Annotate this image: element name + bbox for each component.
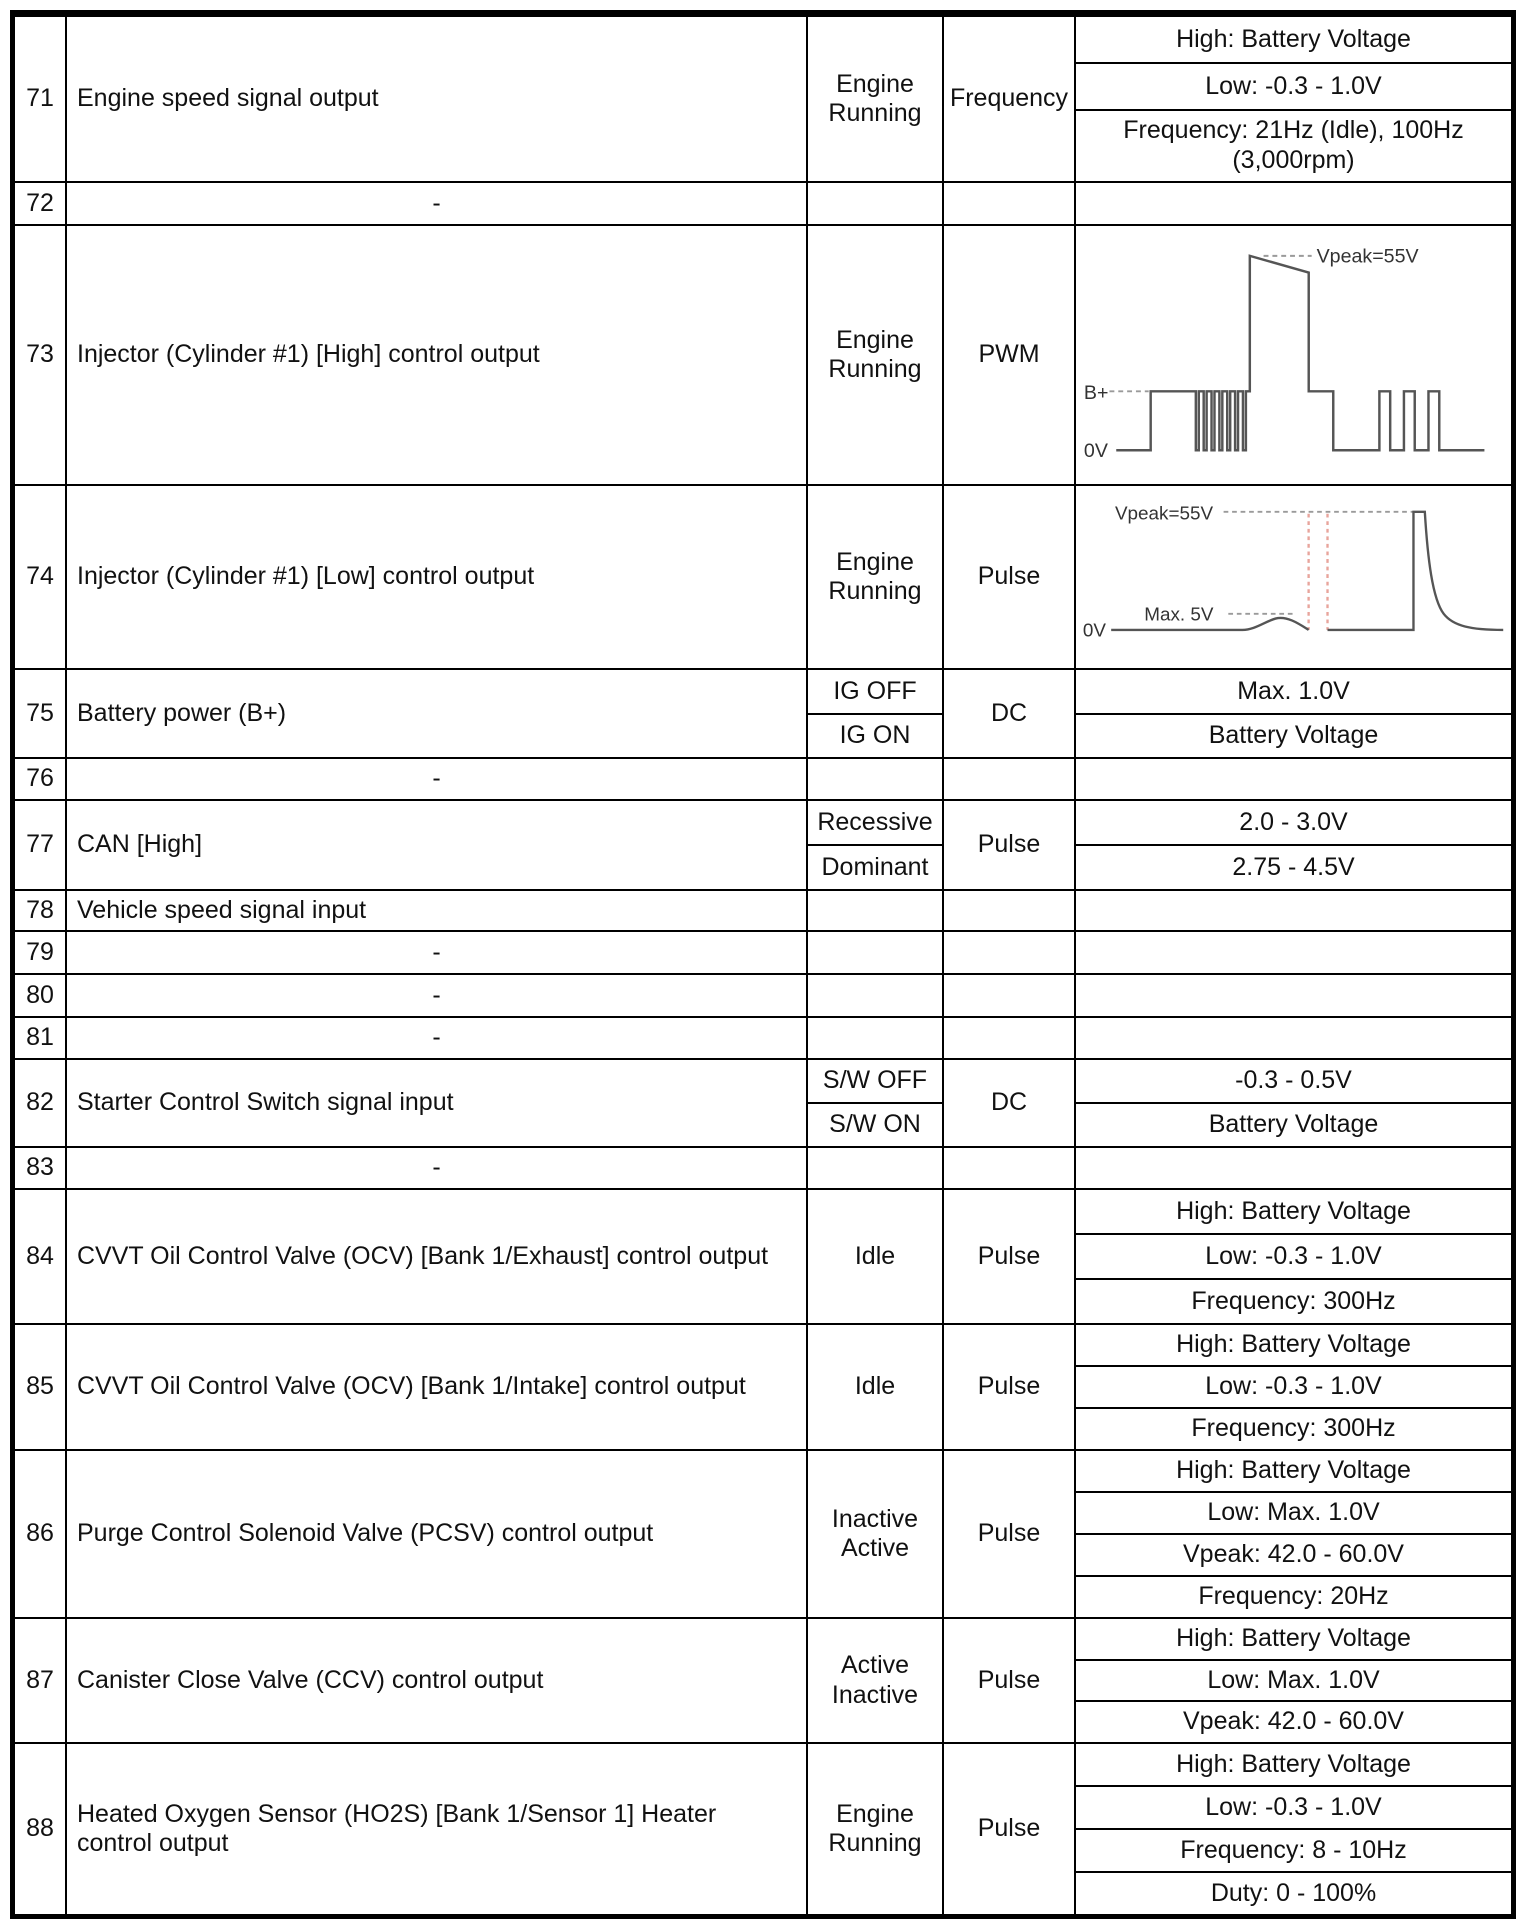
- spec-cell: [1074, 1325, 1511, 1449]
- condition-cell: [806, 1619, 942, 1742]
- spec-cell: [1074, 932, 1511, 973]
- spec-cell: [1074, 183, 1511, 224]
- signal-description: -: [65, 1018, 806, 1058]
- signal-description: Battery power (B+): [65, 670, 806, 757]
- signal-description: Injector (Cylinder #1) [High] control output: [65, 226, 806, 484]
- spec-value: Duty: 0 - 100%: [1076, 1871, 1511, 1914]
- condition-value: IG ON: [808, 713, 942, 758]
- test-type-cell: [942, 932, 1074, 973]
- spec-cell: [1074, 1451, 1511, 1617]
- condition-cell: [806, 932, 942, 973]
- waveform-label-zero: 0V: [1082, 620, 1106, 642]
- table-row: [15, 1058, 1511, 1146]
- spec-cell: [1074, 1744, 1511, 1914]
- pin-number: 83: [26, 1153, 54, 1182]
- table-row: [15, 668, 1511, 757]
- spec-value: Low: -0.3 - 1.0V: [1076, 1233, 1511, 1278]
- test-type-cell: Pulse: [942, 1619, 1074, 1742]
- table-row: [15, 1146, 1511, 1188]
- condition-cell: [806, 17, 942, 181]
- condition-value: S/W ON: [808, 1102, 942, 1146]
- pin-number: 78: [26, 895, 54, 924]
- signal-description: -: [65, 975, 806, 1016]
- signal-description: -: [65, 932, 806, 973]
- pin-number: 88: [26, 1814, 54, 1843]
- condition-line: Engine: [836, 1799, 914, 1828]
- condition-line: Idle: [854, 1372, 896, 1401]
- signal-description: -: [65, 1148, 806, 1188]
- condition-cell: [806, 1190, 942, 1323]
- condition-line: Running: [828, 355, 922, 383]
- spec-cell: [1074, 1190, 1511, 1323]
- spec-cell: [1074, 670, 1511, 757]
- spec-cell: [1074, 17, 1511, 181]
- waveform-label-max5v: Max. 5V: [1144, 604, 1214, 626]
- condition-cell: [806, 1325, 942, 1449]
- spec-value: Low: -0.3 - 1.0V: [1076, 62, 1511, 109]
- condition-cell: [806, 670, 942, 757]
- spec-value: -0.3 - 0.5V: [1235, 1066, 1352, 1095]
- spec-cell: [1074, 759, 1511, 799]
- signal-description: Vehicle speed signal input: [65, 891, 806, 930]
- test-type-cell: [942, 1148, 1074, 1188]
- test-type-cell: [942, 975, 1074, 1016]
- table-row: [15, 1016, 1511, 1058]
- table-row: [15, 17, 1511, 181]
- spec-value: High: Battery Voltage: [1176, 1330, 1411, 1359]
- signal-description: Engine speed signal output: [65, 17, 806, 181]
- test-type-cell: Frequency: [942, 17, 1074, 181]
- condition-line: Active: [840, 1534, 910, 1562]
- spec-value: High: Battery Voltage: [1176, 24, 1411, 53]
- spec-value: Low: Max. 1.0V: [1076, 1491, 1511, 1533]
- condition-line: Idle: [854, 1241, 896, 1270]
- pin-number: 85: [26, 1372, 54, 1401]
- spec-value: Low: -0.3 - 1.0V: [1076, 1365, 1511, 1407]
- signal-description: CAN [High]: [65, 801, 806, 889]
- condition-cell: [806, 486, 942, 668]
- test-type-cell: Pulse: [942, 486, 1074, 668]
- pin-number: 72: [26, 188, 54, 217]
- pin-number: 87: [26, 1665, 54, 1694]
- condition-cell: [806, 1451, 942, 1617]
- condition-value: S/W OFF: [822, 1066, 928, 1095]
- spec-value: Vpeak: 42.0 - 60.0V: [1076, 1533, 1511, 1575]
- test-type-cell: Pulse: [942, 1451, 1074, 1617]
- condition-cell: [806, 1148, 942, 1188]
- condition-cell: [806, 1060, 942, 1146]
- spec-value: Frequency: 21Hz (Idle), 100Hz (3,000rpm): [1076, 109, 1511, 181]
- test-type-cell: [942, 1018, 1074, 1058]
- spec-value: Frequency: 8 - 10Hz: [1076, 1828, 1511, 1871]
- signal-description: -: [65, 759, 806, 799]
- table-row: [15, 757, 1511, 799]
- spec-value: Frequency: 300Hz: [1076, 1407, 1511, 1449]
- pin-number: 84: [26, 1241, 54, 1270]
- spec-cell: [1074, 1619, 1511, 1742]
- table-row: [15, 1617, 1511, 1742]
- spec-cell: [1074, 486, 1511, 668]
- pin-number: 76: [26, 764, 54, 793]
- pin-number: 73: [26, 340, 54, 369]
- spec-value: 2.75 - 4.5V: [1076, 844, 1511, 889]
- spec-cell: [1074, 891, 1511, 930]
- waveform-label-bplus: B+: [1083, 382, 1109, 405]
- pin-number: 81: [26, 1023, 54, 1052]
- table-row: [15, 930, 1511, 973]
- waveform-label-zero: 0V: [1083, 440, 1108, 463]
- signal-description: CVVT Oil Control Valve (OCV) [Bank 1/Exhaust] control output: [65, 1190, 806, 1323]
- spec-value: High: Battery Voltage: [1176, 1196, 1411, 1225]
- table-row: [15, 973, 1511, 1016]
- table-row: [15, 1323, 1511, 1449]
- condition-value: IG OFF: [833, 676, 917, 705]
- waveform-label-vpeak: Vpeak=55V: [1114, 503, 1214, 525]
- table-row: [15, 1449, 1511, 1617]
- condition-value: Dominant: [808, 844, 942, 889]
- spec-value: Max. 1.0V: [1237, 676, 1350, 705]
- signal-description: -: [65, 183, 806, 224]
- pin-number: 86: [26, 1519, 54, 1548]
- spec-value: Vpeak: 42.0 - 60.0V: [1076, 1700, 1511, 1742]
- test-type-cell: [942, 759, 1074, 799]
- pin-number: 74: [26, 562, 54, 591]
- pin-number: 79: [26, 937, 54, 966]
- spec-value: Frequency: 20Hz: [1076, 1575, 1511, 1617]
- test-type-cell: Pulse: [942, 1744, 1074, 1914]
- table-row: [15, 484, 1511, 668]
- spec-cell: [1074, 226, 1511, 484]
- spec-value: Low: -0.3 - 1.0V: [1076, 1785, 1511, 1828]
- spec-cell: [1074, 1018, 1511, 1058]
- spec-cell: [1074, 1060, 1511, 1146]
- pin-number: 82: [26, 1088, 54, 1117]
- condition-line: Running: [828, 1829, 922, 1857]
- condition-cell: [806, 891, 942, 930]
- pin-number: 75: [26, 698, 54, 727]
- spec-cell: [1074, 801, 1511, 889]
- condition-cell: [806, 226, 942, 484]
- test-type-cell: Pulse: [942, 801, 1074, 889]
- signal-description: Injector (Cylinder #1) [Low] control output: [65, 486, 806, 668]
- test-type-cell: [942, 891, 1074, 930]
- spec-value: Battery Voltage: [1076, 713, 1511, 758]
- spec-cell: [1074, 975, 1511, 1016]
- condition-cell: [806, 759, 942, 799]
- signal-description: [65, 1744, 806, 1914]
- condition-line: Inactive: [831, 1504, 919, 1533]
- pwm-waveform-graphic: [1080, 228, 1507, 482]
- condition-line: Engine: [836, 69, 914, 98]
- table-row: [15, 224, 1511, 484]
- signal-description: Canister Close Valve (CCV) control output: [65, 1619, 806, 1742]
- table-row: [15, 1742, 1511, 1914]
- pin-number: 71: [26, 84, 54, 113]
- condition-cell: [806, 1018, 942, 1058]
- condition-cell: [806, 975, 942, 1016]
- spec-value: Frequency: 300Hz: [1076, 1278, 1511, 1323]
- condition-line: Running: [828, 577, 922, 605]
- condition-line: Engine: [836, 325, 914, 354]
- condition-cell: [806, 183, 942, 224]
- table-row: [15, 799, 1511, 889]
- spec-value: 2.0 - 3.0V: [1239, 807, 1348, 836]
- signal-description: Starter Control Switch signal input: [65, 1060, 806, 1146]
- pin-spec-table: [10, 10, 1516, 1919]
- test-type-cell: DC: [942, 670, 1074, 757]
- test-type-cell: Pulse: [942, 1325, 1074, 1449]
- signal-description: CVVT Oil Control Valve (OCV) [Bank 1/Intake] control output: [65, 1325, 806, 1449]
- signal-description: Purge Control Solenoid Valve (PCSV) control output: [65, 1451, 806, 1617]
- condition-line: Active: [840, 1651, 910, 1679]
- condition-line: Running: [828, 99, 922, 127]
- condition-line: Inactive: [831, 1680, 919, 1709]
- spec-value: Low: Max. 1.0V: [1076, 1659, 1511, 1701]
- pulse-waveform-graphic: [1080, 488, 1507, 666]
- spec-value: High: Battery Voltage: [1176, 1456, 1411, 1485]
- test-type-cell: Pulse: [942, 1190, 1074, 1323]
- pin-number: 77: [26, 830, 54, 859]
- table-row: [15, 181, 1511, 224]
- spec-value: High: Battery Voltage: [1176, 1624, 1411, 1653]
- test-type-cell: DC: [942, 1060, 1074, 1146]
- pin-number: 80: [26, 980, 54, 1009]
- condition-line: Engine: [836, 547, 914, 576]
- condition-cell: [806, 1744, 942, 1914]
- condition-cell: [806, 801, 942, 889]
- condition-value: Recessive: [817, 807, 933, 836]
- spec-value: Battery Voltage: [1076, 1102, 1511, 1146]
- table-row: [15, 1188, 1511, 1323]
- signal-description-text: Heated Oxygen Sensor (HO2S) [Bank 1/Sensor 1] Heater control output: [77, 1799, 717, 1857]
- table-row: [15, 889, 1511, 930]
- test-type-cell: [942, 183, 1074, 224]
- test-type-cell: PWM: [942, 226, 1074, 484]
- spec-cell: [1074, 1148, 1511, 1188]
- waveform-label-vpeak: Vpeak=55V: [1316, 245, 1419, 268]
- pwm-trace: [1116, 256, 1484, 450]
- spec-value: High: Battery Voltage: [1176, 1749, 1411, 1778]
